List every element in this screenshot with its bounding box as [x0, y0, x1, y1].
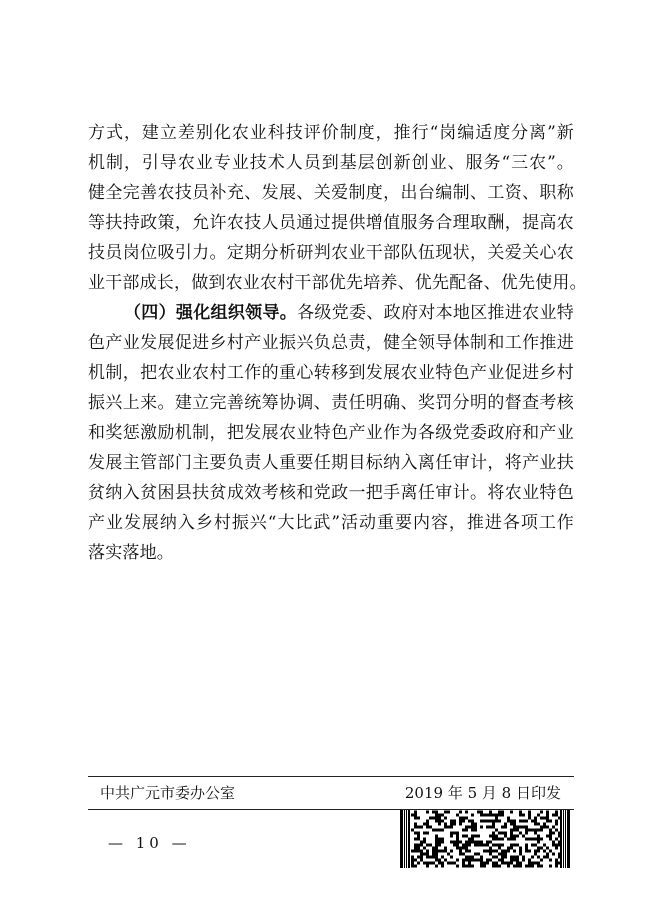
- page-number: — 10 —: [108, 834, 191, 852]
- text-line: 色产业发展促进乡村产业振兴负总责，健全领导体制和工作推进: [88, 333, 574, 353]
- section-heading: （四）强化组织领导。: [124, 303, 298, 323]
- text-line: 贫纳入贫困县扶贫成效考核和党政一把手离任审计。将农业特色: [88, 483, 574, 503]
- text-line: 和奖惩激励机制，把发展农业特色产业作为各级党委政府和产业: [88, 423, 574, 443]
- text-line: 落实落地。: [88, 543, 174, 563]
- barcode-image: [400, 810, 570, 868]
- footer-rule-top: [88, 776, 574, 777]
- text-line: 机制，把农业农村工作的重心转移到发展农业特色产业促进乡村: [88, 363, 574, 383]
- footer-date: 2019 年 5 月 8 日印发: [404, 784, 561, 802]
- text-line: 产业发展纳入乡村振兴“大比武”活动重要内容，推进各项工作: [88, 513, 574, 533]
- text-line: 业干部成长，做到农业农村干部优先培养、优先配备、优先使用。: [88, 273, 587, 293]
- text-line: 发展主管部门主要负责人重要任期目标纳入离任审计，将产业扶: [88, 453, 574, 473]
- body-text: [88, 118, 587, 568]
- barcode-graphic: [400, 810, 570, 868]
- text-line: 振兴上来。建立完善统筹协调、责任明确、奖罚分明的督查考核: [88, 393, 574, 413]
- text-line: [88, 298, 574, 328]
- text-line: 技员岗位吸引力。定期分析研判农业干部队伍现状，关爱关心农: [88, 243, 574, 263]
- text-line: 健全完善农技员补充、发展、关爱制度，出台编制、工资、职称: [88, 183, 574, 203]
- text-line: 方式，建立差别化农业科技评价制度，推行“岗编适度分离”新: [88, 123, 574, 143]
- text-line: 等扶持政策，允许农技人员通过提供增值服务合理取酬，提高农: [88, 213, 574, 233]
- text-line: 机制，引导农业专业技术人员到基层创新创业、服务“三农”。: [88, 153, 574, 173]
- footer-issuer: 中共广元市委办公室: [100, 784, 236, 802]
- text-span: 各级党委、政府对本地区推进农业特: [297, 303, 575, 323]
